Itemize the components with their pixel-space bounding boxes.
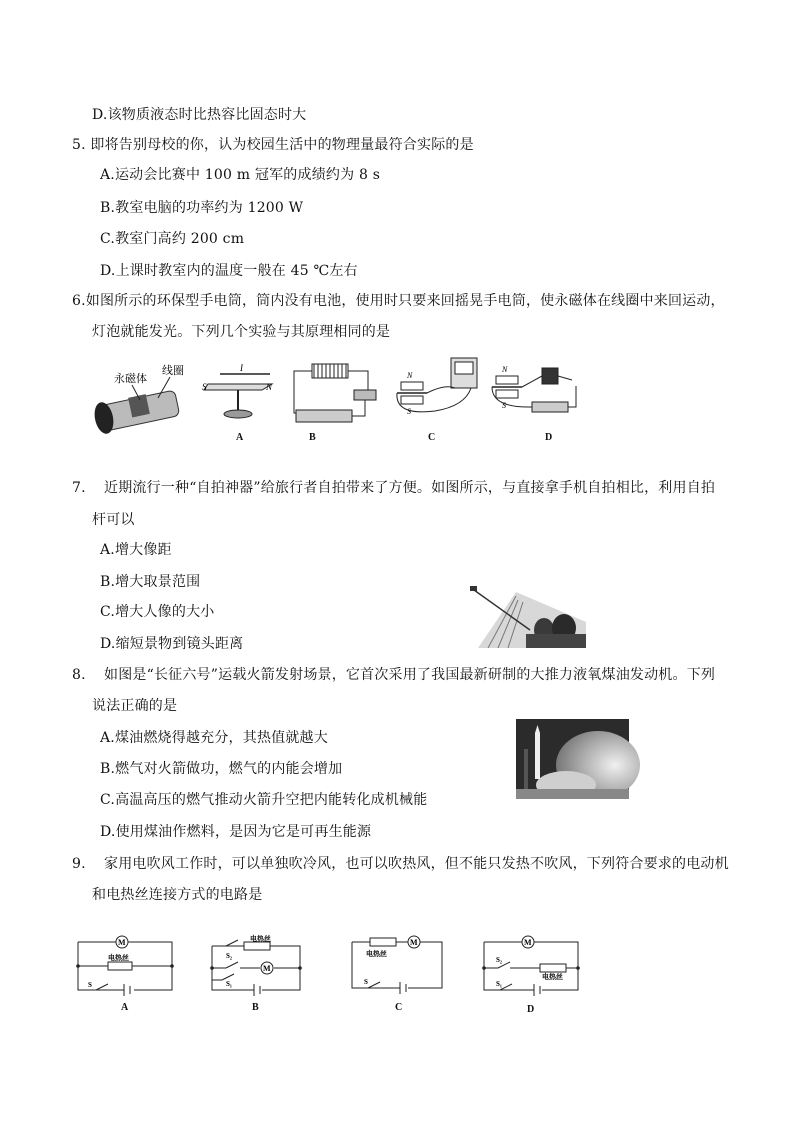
- q7-option-c: C.增大人像的大小: [100, 604, 215, 620]
- q8-option-c: C.高温高压的燃气推动火箭升空把内能转化成机械能: [100, 792, 428, 808]
- q4-option-d: D.该物质液态时比热容比固态时大: [92, 107, 307, 123]
- q8-stem-line2: 说法正确的是: [92, 698, 178, 714]
- q6-figure-d: [490, 356, 585, 431]
- q9-letter-c: C: [395, 1002, 403, 1013]
- q7-option-b: B.增大取景范围: [100, 574, 201, 590]
- q6-letter-d: D: [545, 432, 553, 443]
- switch-label-a: S: [88, 981, 92, 989]
- q9-letter-a: A: [121, 1002, 129, 1013]
- q6-letter-b: B: [309, 432, 316, 443]
- q5-stem: 5. 即将告别母校的你，认为校园生活中的物理量最符合实际的是: [72, 137, 474, 153]
- q5-option-d: D.上课时教室内的温度一般在 45 ℃左右: [100, 263, 358, 279]
- q9-stem-line1: 家用电吹风工作时，可以单独吹冷风，也可以吹热风，但不能只发热不吹风，下列符合要求的电动机: [104, 856, 729, 872]
- rocket-photo: [516, 719, 629, 799]
- heater-label-b: 电热丝: [250, 935, 271, 943]
- q5-option-c: C.教室门高约 200 cm: [100, 231, 245, 247]
- motor-label-c: M: [410, 938, 418, 947]
- coil-label: 线圈: [162, 365, 184, 377]
- q9-circuit-d: [480, 932, 584, 996]
- q5-option-b: B.教室电脑的功率约为 1200 W: [100, 200, 304, 216]
- motor-label-a: M: [118, 938, 126, 947]
- q6-letter-c: C: [428, 432, 436, 443]
- q6-figure-c: [395, 356, 495, 431]
- motor-label-b: M: [263, 964, 271, 973]
- q6-stem-line1: 6.如图所示的环保型手电筒，筒内没有电池，使用时只要来回摇晃手电筒，使永磁体在线圈中来回运动，: [72, 293, 725, 309]
- q7-stem-line1: 近期流行一种“自拍神器”给旅行者自拍带来了方便。如图所示，与直接拿手机自拍相比，利用自拍: [104, 480, 716, 496]
- south-label-d: S: [502, 401, 506, 410]
- switch-label-c: S: [364, 978, 368, 986]
- q9-number: 9.: [72, 856, 86, 872]
- north-label-c: N: [407, 371, 413, 380]
- switch1-label-b: S₁: [226, 980, 232, 988]
- q8-number: 8.: [72, 667, 86, 683]
- q9-circuit-c: [348, 932, 448, 996]
- q9-circuit-b: [208, 935, 304, 996]
- q8-option-b: B.燃气对火箭做功，燃气的内能会增加: [100, 761, 343, 777]
- switch1-label-d: S₁: [496, 980, 502, 988]
- heater-label-d: 电热丝: [542, 973, 563, 981]
- q8-option-d: D.使用煤油作燃料，是因为它是可再生能源: [100, 824, 372, 840]
- current-label: I: [240, 363, 243, 373]
- q7-option-a: A.增大像距: [100, 542, 172, 558]
- north-label-a: N: [266, 382, 273, 392]
- q6-figure-b: [282, 358, 382, 433]
- q9-circuit-a: [74, 932, 178, 996]
- q9-letter-b: B: [252, 1002, 259, 1013]
- q9-stem-line2: 和电热丝连接方式的电路是: [92, 887, 263, 903]
- heater-label-c: 电热丝: [366, 950, 387, 958]
- north-label-d: N: [502, 365, 508, 374]
- selfie-photo: [468, 582, 586, 648]
- switch2-label-d: S₂: [496, 956, 502, 964]
- heater-label-a: 电热丝: [108, 954, 129, 962]
- q6-figure-a: [200, 362, 280, 427]
- q8-stem-line1: 如图是“长征六号”运载火箭发射场景，它首次采用了我国最新研制的大推力液氧煤油发动机。下列: [104, 667, 716, 683]
- switch2-label-b: S₂: [226, 952, 232, 960]
- motor-label-d: M: [524, 938, 532, 947]
- q5-option-a: A.运动会比赛中 100 m 冠军的成绩约为 8 s: [100, 167, 381, 183]
- q6-letter-a: A: [236, 432, 244, 443]
- q6-stem-line2: 灯泡就能发光。下列几个实验与其原理相同的是: [92, 324, 391, 340]
- q7-option-d: D.缩短景物到镜头距离: [100, 636, 244, 652]
- magnet-label: 永磁体: [114, 373, 147, 385]
- south-label-a: S: [202, 382, 207, 392]
- flashlight-figure: [88, 358, 198, 438]
- q7-stem-line2: 杆可以: [92, 512, 135, 528]
- q9-letter-d: D: [527, 1004, 535, 1015]
- q8-option-a: A.煤油燃烧得越充分，其热值就越大: [100, 730, 328, 746]
- south-label-c: S: [407, 407, 411, 416]
- q7-number: 7.: [72, 480, 86, 496]
